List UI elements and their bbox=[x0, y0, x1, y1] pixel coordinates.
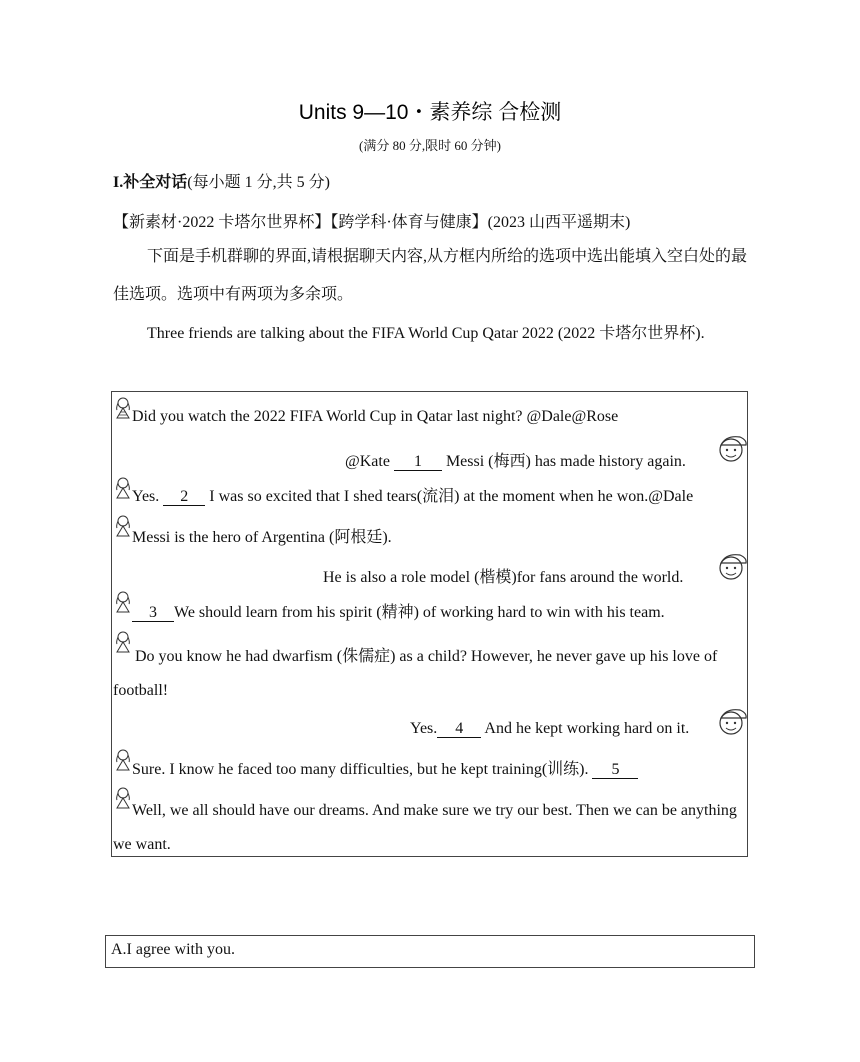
page-subtitle: (满分 80 分,限时 60 分钟) bbox=[359, 138, 501, 153]
section-tags: 【新素材·2022 卡塔尔世界杯】【跨学科·体育与健康】(2023 山西平遥期末) bbox=[113, 214, 631, 231]
boy-cap-avatar-icon bbox=[716, 705, 748, 737]
intro-paragraph: Three friends are talking about the FIFA World Cup Qatar 2022 (2022 卡塔尔世界杯). bbox=[147, 325, 705, 342]
section-heading-score: (每小题 1 分,共 5 分) bbox=[187, 174, 330, 191]
chat-message-7: Do you know he had dwarfism (侏儒症) as a child? However, he never gave up his love of football! bbox=[113, 648, 718, 699]
section-heading-bold: I.补全对话 bbox=[113, 174, 188, 191]
boy-cap-avatar-icon bbox=[716, 550, 748, 582]
options-box bbox=[105, 935, 755, 968]
page-title: Units 9—10・素养综 合检测 bbox=[298, 101, 562, 124]
chat-message-4: Messi is the hero of Argentina (阿根廷). bbox=[132, 529, 392, 546]
chat-message-3 bbox=[132, 483, 693, 506]
chat-message-3-pre: Yes. bbox=[132, 488, 160, 505]
section-heading bbox=[113, 169, 330, 192]
chat-message-10: Well, we all should have our dreams. And make sure we try our best. Then we can be anything we want. bbox=[113, 802, 737, 853]
chat-message-6-post: We should learn from his spirit (精神) of working hard to win with his team. bbox=[174, 604, 665, 621]
girl-avatar-icon bbox=[114, 590, 132, 614]
chat-message-2-pre: @Kate bbox=[345, 453, 390, 470]
girl-avatar-icon bbox=[114, 396, 132, 420]
boy-cap-avatar-icon bbox=[716, 432, 748, 464]
girl-avatar-icon bbox=[114, 476, 132, 500]
blank-4[interactable]: 4 bbox=[437, 721, 481, 738]
chat-message-9-pre: Sure. I know he faced too many difficulties, but he kept training(训练). bbox=[132, 761, 589, 778]
chat-message-1: Did you watch the 2022 FIFA World Cup in Qatar last night? @Dale@Rose bbox=[132, 408, 619, 425]
chat-message-9 bbox=[132, 756, 638, 779]
option-a[interactable]: A.I agree with you. bbox=[111, 941, 235, 958]
chat-message-3-post: I was so excited that I shed tears(流泪) at the moment when he won.@Dale bbox=[209, 488, 694, 505]
chat-message-5: He is also a role model (楷模)for fans around the world. bbox=[323, 569, 684, 586]
blank-1[interactable]: 1 bbox=[394, 454, 442, 471]
chat-message-8-post: And he kept working hard on it. bbox=[484, 720, 690, 737]
girl-avatar-icon bbox=[114, 514, 132, 538]
blank-2[interactable]: 2 bbox=[163, 489, 205, 506]
instruction-paragraph: 下面是手机群聊的界面,请根据聊天内容,从方框内所给的选项中选出能填入空白处的最佳选项。选项中有两项为多余项。 bbox=[113, 248, 748, 303]
girl-avatar-icon bbox=[114, 748, 132, 772]
chat-message-6 bbox=[132, 599, 665, 622]
chat-message-8 bbox=[410, 720, 689, 738]
chat-message-2-post: Messi (梅西) has made history again. bbox=[445, 453, 686, 470]
chat-box bbox=[111, 391, 748, 857]
chat-message-8-pre: Yes. bbox=[410, 720, 438, 737]
chat-message-2 bbox=[345, 448, 686, 471]
blank-5[interactable]: 5 bbox=[592, 762, 638, 779]
blank-3[interactable]: 3 bbox=[132, 605, 174, 622]
